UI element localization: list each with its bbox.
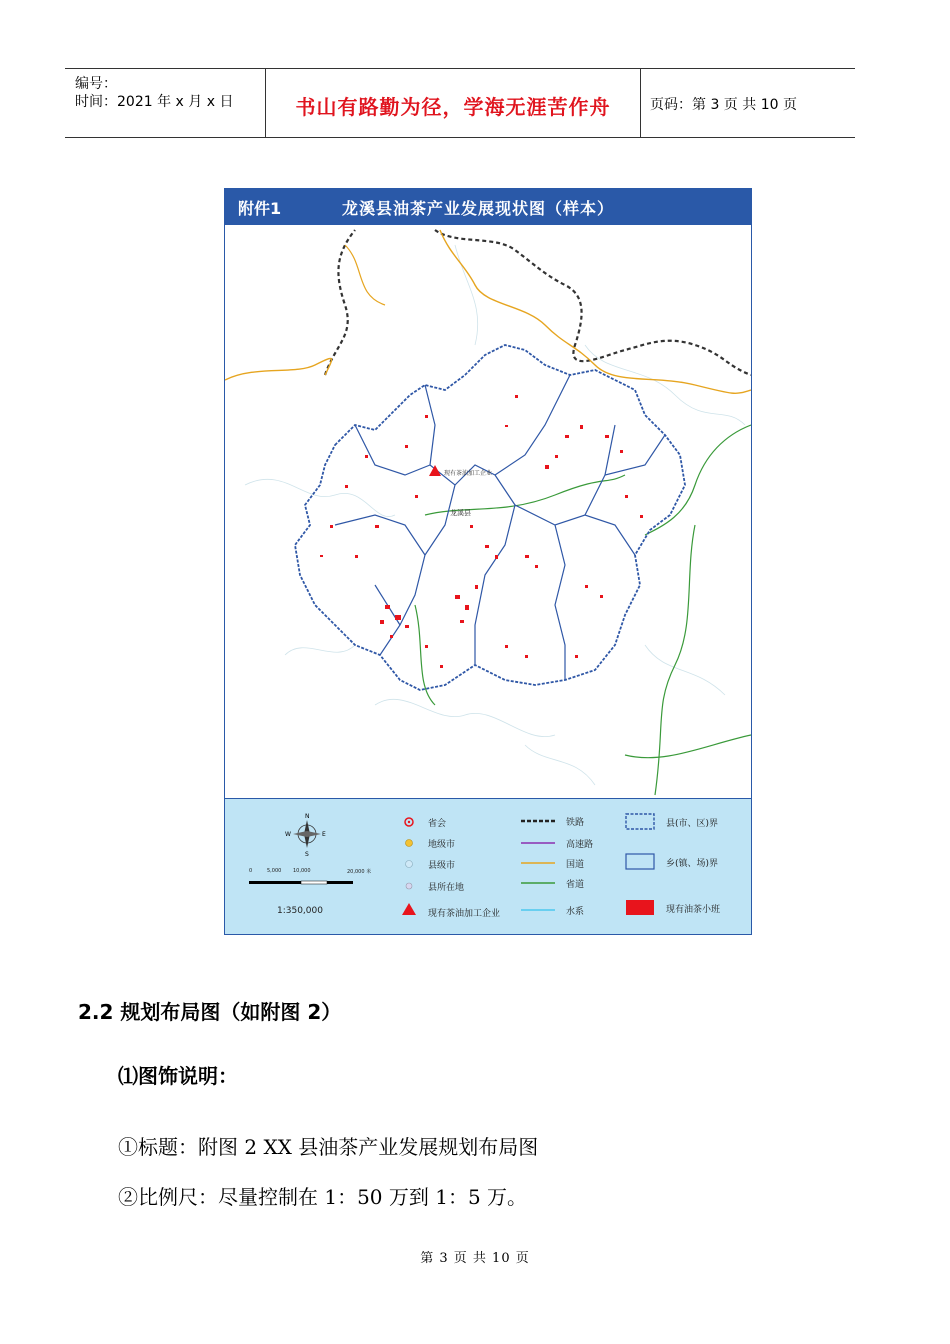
map-label-county: 龙溪县 [450, 509, 471, 517]
railway-line-2 [435, 230, 751, 375]
scale-tick-3: 20,000 米 [347, 869, 372, 875]
subheading: ⑴图饰说明： [118, 1064, 238, 1088]
header-page-cell [640, 69, 855, 137]
motto-text: 书山有路勤为径，学海无涯苦作舟 [295, 95, 611, 119]
scale-bar-black-2 [327, 881, 353, 884]
enterprise-marker [429, 465, 441, 476]
legend-railway: 铁路 [566, 818, 585, 828]
page-label: 页码：第 3 页 共 10 页 [650, 97, 797, 113]
legend-national-road: 国道 [566, 860, 585, 870]
camellia-patches [320, 395, 643, 668]
prefecture-city-icon [406, 840, 413, 847]
compass-w: W [285, 831, 291, 838]
county-seat-icon [406, 883, 412, 889]
legend-provincial-road: 省道 [566, 880, 585, 890]
capital-icon-dot [408, 821, 410, 823]
map-figure [224, 188, 752, 935]
county-boundary-symbol [626, 814, 654, 829]
page-footer: 第 3 页 共 10 页 [420, 1251, 530, 1266]
national-road-2 [440, 230, 751, 393]
camellia-symbol [626, 900, 654, 915]
compass-s: S [305, 851, 309, 858]
list-item-title: ①标题：附图 2 XX 县油茶产业发展规划布局图 [118, 1135, 539, 1159]
legend-enterprise: 现有茶油加工企业 [428, 909, 501, 919]
scale-tick-1: 5,000 [267, 868, 282, 874]
enterprise-icon [402, 903, 416, 915]
legend-camellia: 现有油茶小班 [666, 905, 721, 915]
map-legend [224, 798, 752, 935]
compass-n: N [305, 813, 310, 820]
county-city-icon [406, 861, 413, 868]
time-label: 时间：2021 年 x 月 x 日 [75, 94, 234, 110]
provincial-road-2 [625, 735, 751, 758]
section-heading: 2.2 规划布局图（如附图 2） [78, 1000, 342, 1024]
scale-tick-2: 10,000 [293, 868, 311, 874]
township-boundary-symbol [626, 854, 654, 869]
legend-expressway: 高速路 [566, 840, 594, 850]
number-label: 编号： [75, 76, 117, 92]
township-boundaries [335, 375, 665, 680]
scale-ratio: 1:350,000 [277, 906, 323, 916]
map-area [224, 224, 752, 800]
legend-prefecture-city: 地级市 [428, 840, 456, 850]
map-drawing [225, 225, 751, 799]
legend-county-city: 县级市 [428, 861, 456, 871]
legend-township-boundary: 乡(镇、场)界 [666, 859, 719, 869]
map-title-left: 附件1 [238, 199, 282, 218]
map-title-right: 龙溪县油茶产业发展现状图（样本） [342, 199, 615, 218]
page-header [65, 68, 855, 138]
scale-bar-black-1 [249, 881, 301, 884]
national-road-1 [225, 358, 332, 380]
list-item-scale: ②比例尺：尽量控制在 1：50 万到 1：5 万。 [118, 1185, 528, 1209]
compass-icon [285, 813, 326, 858]
legend-county-boundary: 县(市、区)界 [666, 819, 719, 829]
scale-tick-0: 0 [249, 868, 253, 874]
compass-e: E [322, 831, 326, 838]
scale-bar-white [301, 881, 327, 884]
legend-capital: 省会 [428, 819, 447, 829]
county-boundary [295, 345, 685, 690]
national-road-3 [345, 245, 385, 305]
header-motto-cell [265, 69, 641, 137]
legend-water: 水系 [566, 907, 585, 917]
map-label-enterprise: 现有茶油加工企业 [444, 470, 493, 477]
legend-county-seat: 县所在地 [428, 883, 465, 893]
map-title-bar [224, 188, 752, 224]
header-info-cell [65, 69, 265, 137]
